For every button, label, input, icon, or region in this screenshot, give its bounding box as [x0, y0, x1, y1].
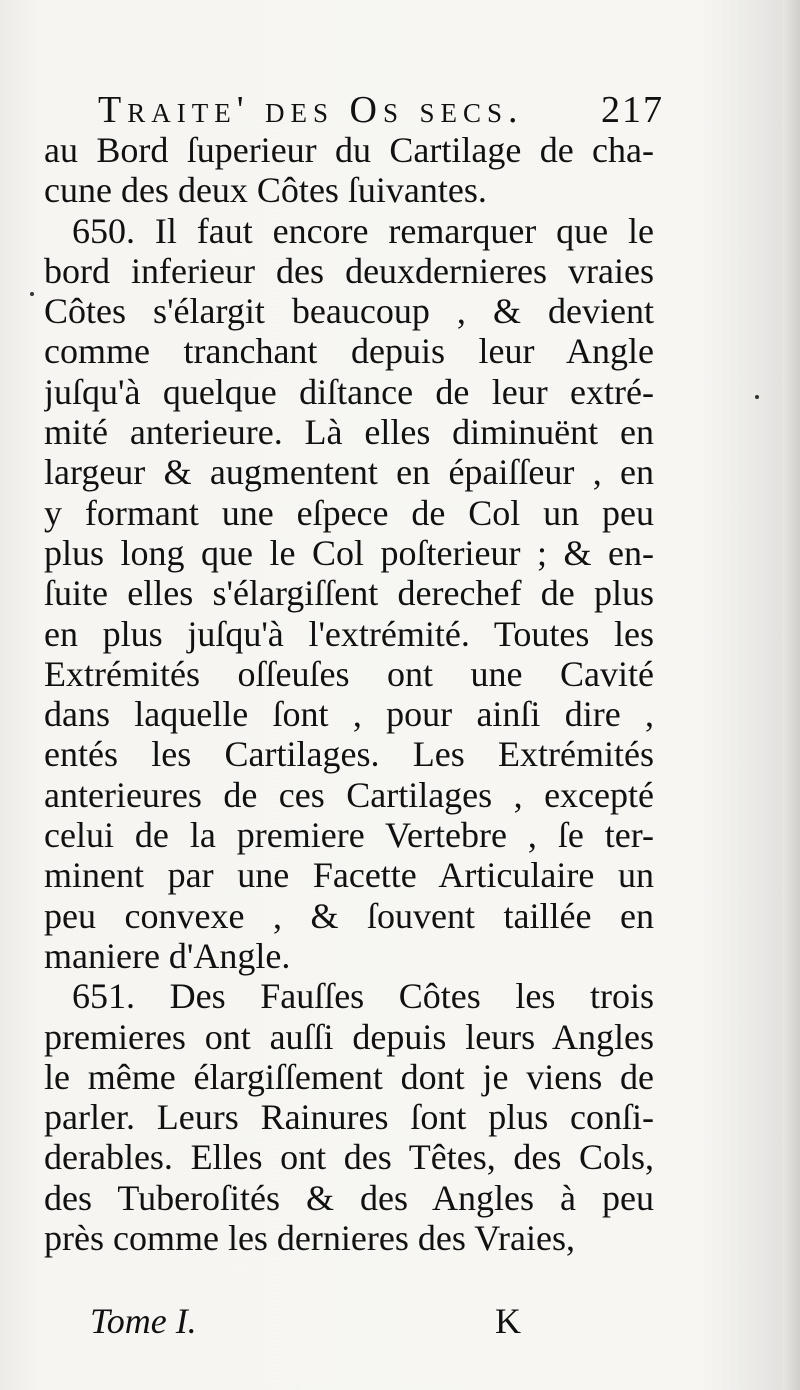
running-title: Traite' des Os secs.	[98, 89, 524, 131]
text-line: maniere d'Angle.	[44, 935, 291, 976]
text-line: celui de la premiere Vertebre , ſe ter-	[44, 815, 654, 856]
text-line: mité anterieure. Là elles diminuënt en	[44, 412, 654, 453]
text-line: derables. Elles ont des Têtes, des Cols,	[44, 1137, 654, 1178]
text-line: minent par une Facette Articulaire un	[44, 855, 654, 896]
text-line: des Tuberoſités & des Angles à peu	[44, 1177, 654, 1218]
volume-label: Tome I.	[90, 1301, 197, 1341]
page-footer	[90, 1300, 550, 1344]
text-line: plus long que le Col poſterieur ; & en-	[44, 532, 654, 573]
text-line: 650. Il faut encore remarquer que le	[72, 210, 654, 251]
text-line: près comme les dernieres des Vraies,	[44, 1218, 575, 1259]
text-line: dans laquelle ſont , pour ainſi dire ,	[44, 694, 654, 735]
text-line: comme tranchant depuis leur Angle	[44, 331, 654, 372]
text-line: 651. Des Fauſſes Côtes les trois	[72, 976, 654, 1017]
text-line: au Bord ſuperieur du Cartilage de cha-	[44, 130, 654, 170]
page-number: 217	[601, 89, 664, 131]
text-line: Côtes s'élargit beaucoup , & devient	[44, 291, 654, 332]
signature-mark: K	[495, 1301, 521, 1341]
text-line: premieres ont auſſi depuis leurs Angles	[44, 1016, 654, 1057]
text-line: y formant une eſpece de Col un peu	[44, 492, 654, 533]
text-line: ſuite elles s'élargiſſent derechef de plus	[44, 573, 654, 614]
text-line: le même élargiſſement dont je viens de	[44, 1056, 654, 1097]
text-line: largeur & augmentent en épaiſſeur , en	[44, 452, 654, 493]
ink-speck	[755, 395, 759, 399]
text-line: anterieures de ces Cartilages , excepté	[44, 774, 654, 815]
text-line: entés les Cartilages. Les Extrémités	[44, 734, 654, 775]
text-line: cune des deux Côtes ſuivantes.	[44, 170, 487, 211]
text-line: peu convexe , & ſouvent taillée en	[44, 895, 654, 936]
ink-speck	[30, 292, 34, 296]
text-line: juſqu'à quelque diſtance de leur extré-	[44, 371, 654, 412]
text-line: Extrémités oſſeuſes ont une Cavité	[44, 653, 654, 694]
page-edge-shadow	[782, 0, 800, 1390]
text-line: bord inferieur des deuxdernieres vraies	[44, 250, 654, 291]
text-line: en plus juſqu'à l'extrémité. Toutes les	[44, 613, 654, 654]
text-line: parler. Leurs Rainures ſont plus conſi-	[44, 1097, 654, 1138]
body-text	[44, 130, 654, 1258]
